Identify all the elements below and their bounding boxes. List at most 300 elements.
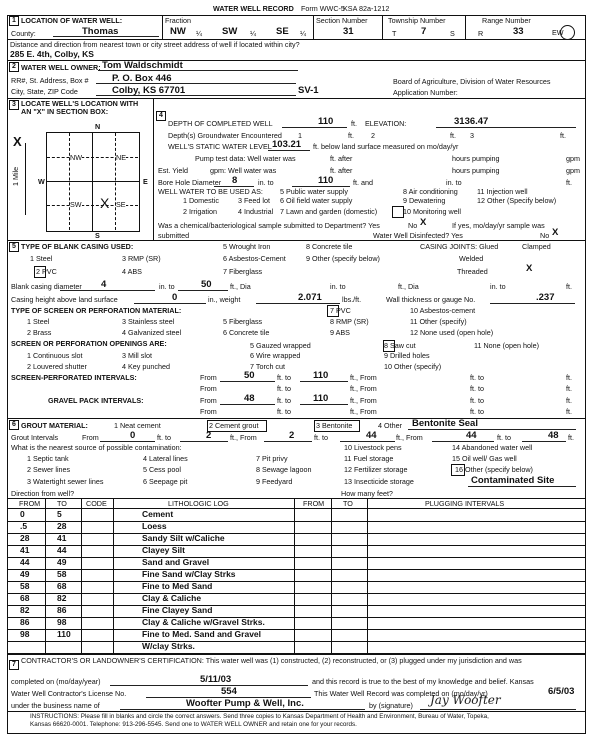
weight-lbs: lbs./ft. [342, 295, 362, 304]
s1-num: 1 [9, 16, 19, 26]
height-weight: in., weight [208, 295, 241, 304]
contam-16-box [451, 464, 465, 476]
east-label: E [143, 177, 148, 186]
form-ksa: KSA 82a-1212 [343, 4, 390, 13]
depth-value: 110 [318, 116, 334, 127]
log-row-line [7, 545, 585, 546]
s-suffix: S [450, 29, 455, 38]
contam-5: 5 Cess pool [143, 465, 181, 474]
grout-from-1: From [82, 433, 99, 442]
use-11: 11 Injection well [477, 187, 528, 196]
blank-dia-label: Blank casing diameter [11, 282, 82, 291]
form-title: WATER WELL RECORD [213, 4, 294, 13]
log-row-line [7, 629, 585, 630]
business-label: under the business name of [11, 701, 100, 710]
log-row-from: 86 [20, 617, 30, 627]
board-label: Board of Agriculture, Division of Water Resources [393, 77, 551, 86]
log-row-to: 44 [57, 545, 67, 555]
contam-other-value: Contaminated Site [471, 475, 555, 486]
contam-16: 16 Other (specify below) [455, 465, 533, 474]
township-value: 7 [421, 26, 427, 37]
screen-12: 12 None used (open hole) [410, 328, 494, 337]
instructions-2: Kansas 66620-0001. Telephone: 913-296-5545. Send one to WATER WELL OWNER and retain one for your records. [30, 721, 357, 728]
log-row-to: 86 [57, 605, 67, 615]
city-value: Colby, KS 67701 [112, 85, 186, 96]
log-row-from: 98 [20, 629, 30, 639]
static-value: 103.21 [272, 139, 302, 150]
casing-6: 6 Asbestos-Cement [223, 254, 286, 263]
use-8: 8 Air conditioning [403, 187, 458, 196]
grout-f3: 44 [466, 430, 477, 441]
cert-tail: and this record is true to the best of my knowledge and belief. Kansas [312, 677, 534, 686]
si-ft-from-1: ft., From [350, 373, 377, 382]
grout-intervals-label: Grout Intervals [11, 433, 59, 442]
contam-9: 9 Feedyard [256, 477, 293, 486]
completed-label: completed on (mo/day/year) [11, 677, 101, 686]
s2-num: 2 [9, 62, 19, 72]
grout-other-value: Bentonite Seal [412, 418, 478, 429]
gp-ft-to-3: ft. to [277, 407, 291, 416]
license-value: 554 [221, 686, 237, 697]
gp-ft-to-1: ft. to [277, 396, 291, 405]
gp-ft-from-2: ft., From [350, 407, 377, 416]
township-label: Township Number [388, 16, 446, 25]
weight-value: 2.071 [298, 292, 322, 303]
joints-clamped: Clamped [522, 242, 551, 251]
distance-label: Distance and direction from nearest town or city street address of well if located within city? [10, 40, 300, 49]
s4-num: 4 [156, 111, 166, 121]
log-row-line [7, 533, 585, 534]
opening-3: 3 Mill slot [122, 351, 152, 360]
use-3: 3 Feed lot [238, 196, 270, 205]
joints-threaded: Threaded [457, 267, 488, 276]
s6-num: 6 [9, 420, 19, 430]
direction-label: Direction from well? [11, 489, 75, 498]
license-label: Water Well Contractor's License No. [11, 689, 127, 698]
screen-7: 7 PVC [330, 306, 351, 315]
si-ft-to-3: ft. to [277, 384, 291, 393]
owner-label: WATER WELL OWNER: [21, 63, 101, 72]
grout-ft-end: ft. [568, 433, 574, 442]
bore-label: Bore Hole Diameter [158, 178, 222, 187]
grout-2-box [207, 420, 267, 432]
quarter-3: ¼ [300, 29, 306, 38]
log-row-to: 110 [57, 629, 71, 639]
log-row-from: 44 [20, 557, 30, 567]
log-row-from: 28 [20, 533, 30, 543]
grout-4: 4 Other [378, 421, 402, 430]
screen-5: 5 Fiberglass [223, 317, 263, 326]
south-label: S [95, 231, 100, 240]
chem-label: Was a chemical/bacteriological sample submitted to Department? Yes [158, 221, 380, 230]
use-2: 2 Irrigation [183, 207, 217, 216]
completed-value: 5/11/03 [200, 674, 232, 685]
log-row-litho: Sandy Silt w/Caliche [142, 533, 225, 543]
gp-from-2: From [200, 407, 217, 416]
screen-7-box [327, 305, 339, 317]
log-h-from-2: FROM [303, 499, 325, 508]
depth-ft: ft. [351, 119, 357, 128]
si-from-value: 50 [244, 370, 255, 381]
screen-intervals-label: SCREEN-PERFORATED INTERVALS: [11, 373, 137, 382]
opening-4: 4 Key punched [122, 362, 170, 371]
use-10: 10 Monitoring well [403, 207, 461, 216]
gp-ft-from-1: ft., From [350, 396, 377, 405]
contam-3: 3 Watertight sewer lines [27, 477, 104, 486]
log-row-line [7, 641, 585, 642]
q2: SW [222, 26, 238, 37]
mile-label: 1 Mile [11, 166, 20, 186]
contam-1: 1 Septic tank [27, 454, 69, 463]
si-ft-end-1: ft. [566, 373, 572, 382]
q3: SE [276, 26, 289, 37]
how-many-label: How many feet? [341, 489, 393, 498]
si-ft-from-2: ft., From [350, 384, 377, 393]
blank-in-to-2: in. to [330, 282, 346, 291]
quarter-2: ¼ [250, 29, 256, 38]
se-label: SE [116, 200, 126, 209]
county-value: Thomas [82, 26, 119, 37]
blank-ft-dia: ft., Dia [230, 282, 251, 291]
submitted-label: submitted [158, 231, 190, 240]
grout-1: 1 Neat cement [114, 421, 161, 430]
contam-4: 4 Lateral lines [143, 454, 188, 463]
static-tail: ft. below land surface measured on mo/day/yr [313, 142, 459, 151]
screen-6: 6 Concrete tile [223, 328, 270, 337]
use-4: 4 Industrial [238, 207, 274, 216]
blank-in-to: in. to [159, 282, 175, 291]
record-date: 6/5/03 [548, 686, 575, 697]
yield-after: ft. after [330, 166, 353, 175]
w-circle [560, 25, 575, 40]
opening-11: 11 None (open hole) [474, 341, 539, 350]
bore-in-to: in. to [258, 178, 274, 187]
log-row-from: 68 [20, 593, 30, 603]
t-prefix: T [392, 29, 397, 38]
log-row-from: .5 [20, 521, 28, 531]
chem-tail: If yes, mo/day/yr sample was [452, 221, 545, 230]
log-h-code: CODE [86, 499, 107, 508]
contam-15: 15 Oil well/ Gas well [452, 454, 517, 463]
si-from-1: From [200, 373, 217, 382]
disinfected-no-mark: X [552, 227, 559, 238]
yield-label: Est. Yield [158, 166, 188, 175]
sv-value: SV-1 [298, 85, 319, 96]
screen-11: 11 Other (specify) [410, 317, 467, 326]
joints-label: CASING JOINTS: Glued [420, 242, 499, 251]
gp-from-value: 48 [244, 393, 255, 404]
ew-label: EW [552, 28, 564, 37]
rr-value: P. O. Box 446 [112, 73, 172, 84]
log-row-to: 28 [57, 521, 67, 531]
si-to-value: 110 [313, 370, 329, 381]
use-12: 12 Other (Specify below) [477, 196, 557, 205]
blank-in-to-3: in. to [490, 282, 506, 291]
screen-2: 2 Brass [27, 328, 52, 337]
casing-8: 8 Concrete tile [306, 242, 353, 251]
log-h-to-2: TO [343, 499, 353, 508]
blank-dia-value: 4 [101, 279, 107, 290]
log-row-litho: Clayey Silt [142, 545, 185, 555]
grout-3: 3 Bentonite [316, 421, 353, 430]
gw-label: Depth(s) Groundwater Encountered [168, 131, 282, 140]
opening-6: 6 Wire wrapped [250, 351, 301, 360]
use-6: 6 Oil field water supply [280, 196, 353, 205]
pump-after: ft. after [330, 154, 353, 163]
log-row-to: 58 [57, 569, 67, 579]
casing-2-box [34, 266, 46, 278]
gw-2: 2 [371, 131, 375, 140]
log-row-from: 58 [20, 581, 30, 591]
log-row-from: 49 [20, 569, 30, 579]
cert-text: CONTRACTOR'S OR LANDOWNER'S CERTIFICATION: This water well was (1) constructed, (2) reconstructed, or (3) plugged under my jurisdiction and was [21, 656, 522, 665]
bore-in-to-2: in. to [446, 178, 462, 187]
grout-3-box [314, 420, 360, 432]
log-h-from: FROM [19, 499, 41, 508]
screen-8: 8 RMP (SR) [330, 317, 369, 326]
record-label: This Water Well Record was completed on (mo/day/yr) [314, 689, 488, 698]
use-label: WELL WATER TO BE USED AS: [158, 187, 263, 196]
grout-t3: 48 [548, 430, 559, 441]
range-value: 33 [513, 26, 524, 37]
section-label: Section Number [316, 16, 368, 25]
casing-2: 2 PVC [36, 267, 57, 276]
q1: NW [170, 26, 186, 37]
gravel-label: GRAVEL PACK INTERVALS: [48, 396, 144, 405]
static-label: WELL'S STATIC WATER LEVEL [168, 142, 272, 151]
grout-ft-from-2: ft., From [396, 433, 423, 442]
pump-gpm: gpm [566, 154, 580, 163]
gp-ft-end-1: ft. [566, 396, 572, 405]
log-row-to: 5 [57, 509, 62, 519]
casing-4: 4 ABS [122, 267, 142, 276]
casing-3: 3 RMP (SR) [122, 254, 161, 263]
contam-11: 11 Fuel storage [344, 454, 394, 463]
opening-5: 5 Gauzed wrapped [250, 341, 311, 350]
s3-num: 3 [9, 100, 19, 110]
gw-1: 1 [298, 131, 302, 140]
bore-ft: ft. [566, 178, 572, 187]
blank-to-value: 50 [201, 279, 212, 290]
casing-7: 7 Fiberglass [223, 267, 263, 276]
chem-no-mark: X [420, 217, 427, 228]
log-h-plug: PLUGGING INTERVALS [425, 499, 505, 508]
log-h-to: TO [57, 499, 67, 508]
log-row-litho: Fine to Med Sand [142, 581, 213, 591]
log-row-from: 82 [20, 605, 30, 615]
openings-label: SCREEN OR PERFORATION OPENINGS ARE: [11, 339, 167, 348]
elev-value: 3136.47 [454, 116, 489, 127]
screen-3: 3 Stainless steel [122, 317, 175, 326]
log-row-line [7, 581, 585, 582]
wall-label: Wall thickness or gauge No. [386, 295, 476, 304]
grout-f2: 2 [289, 430, 295, 441]
north-label: N [95, 122, 101, 131]
casing-label: TYPE OF BLANK CASING USED: [21, 242, 134, 251]
grout-ft-to-1: ft. to [157, 433, 171, 442]
casing-5: 5 Wrought Iron [223, 242, 271, 251]
log-row-litho: Cement [142, 509, 174, 519]
grout-2: 2 Cement grout [209, 421, 259, 430]
log-row-to: 82 [57, 593, 67, 603]
contam-8: 8 Sewage lagoon [256, 465, 312, 474]
gp-to-value: 110 [313, 393, 329, 404]
contam-14: 14 Abandoned water well [452, 443, 533, 452]
ne-label: NE [116, 153, 126, 162]
s5-num: 5 [9, 242, 19, 252]
log-row-line [7, 593, 585, 594]
sw-label: SW [70, 200, 82, 209]
bore-ft-and: ft. and [353, 178, 373, 187]
nw-label: NW [70, 153, 82, 162]
owner-value: Tom Waldschmidt [102, 60, 183, 71]
log-row-line [7, 569, 585, 570]
s1-label: LOCATION OF WATER WELL: [21, 16, 123, 25]
log-row-litho: Loess [142, 521, 167, 531]
grout-ft-to-2: ft. to [314, 433, 328, 442]
yield-gpm: gpm: Well water was [210, 166, 277, 175]
si-from-2: From [200, 384, 217, 393]
gp-ft-end-2: ft. [566, 407, 572, 416]
use-10-box [392, 206, 404, 218]
chem-no: No [408, 221, 418, 230]
si-ft-to-2: ft. to [470, 373, 484, 382]
gw-ft-1: ft. [348, 131, 354, 140]
contam-label: What is the nearest source of possible contamination: [11, 443, 182, 452]
gp-from-1: From [200, 396, 217, 405]
fraction-label: Fraction [165, 16, 191, 25]
log-row-from: 0 [20, 509, 25, 519]
opening-8: 8 Saw cut [384, 341, 416, 350]
section-value: 31 [343, 26, 354, 37]
app-label: Application Number: [393, 88, 458, 97]
by-label: by (signature) [369, 701, 413, 710]
screen-1: 1 Steel [27, 317, 50, 326]
grout-f1: 0 [130, 430, 136, 441]
address-value: 285 E. 4th, Colby, KS [10, 49, 94, 59]
form-number: Form WWC-5 [301, 4, 345, 13]
log-row-litho: Fine Clayey Sand [142, 605, 213, 615]
use-5: 5 Public water supply [280, 187, 348, 196]
grout-t2: 44 [366, 430, 377, 441]
bore-to-value: 110 [318, 175, 334, 186]
range-label: Range Number [482, 16, 531, 25]
blank-ft-dia-2: ft., Dia [398, 282, 419, 291]
log-row-to: 98 [57, 617, 67, 627]
r-prefix: R [478, 29, 484, 38]
well-location-mark: X [100, 195, 110, 211]
instructions-1: INSTRUCTIONS: Please fill in blanks and circle the correct answers. Send three copies to Kansas Department of Health and Environment, Bureau of Water, Topeka, [30, 713, 489, 720]
log-row-to: 49 [57, 557, 67, 567]
gw-ft-3: ft. [560, 131, 566, 140]
threaded-mark: X [526, 263, 533, 274]
opening-2: 2 Louvered shutter [27, 362, 87, 371]
use-1: 1 Domestic [183, 196, 219, 205]
yield-gpm2: gpm [566, 166, 580, 175]
signature: Jay Woofter [430, 693, 501, 707]
rr-label: RR#, St. Address, Box # [11, 76, 89, 85]
casing-1: 1 Steel [30, 254, 53, 263]
gw-3: 3 [470, 131, 474, 140]
opening-9: 9 Drilled holes [384, 351, 430, 360]
pump-label: Pump test data: Well water was [195, 154, 296, 163]
city-label: City, State, ZIP Code [11, 87, 78, 96]
yield-hours: hours pumping [452, 166, 500, 175]
height-label: Casing height above land surface [11, 295, 118, 304]
use-9: 9 Dewatering [403, 196, 446, 205]
depth-label: DEPTH OF COMPLETED WELL [168, 119, 273, 128]
s7-num: 7 [9, 660, 19, 670]
casing-9: 9 Other (specify below) [306, 254, 380, 263]
log-row-to: 41 [57, 533, 67, 543]
x-legend: X [13, 134, 22, 149]
wall-value: .237 [536, 292, 555, 303]
log-row-litho: Clay & Caliche w/Gravel Strks. [142, 617, 265, 627]
si-ft-to-4: ft. to [470, 384, 484, 393]
si-ft-end-2: ft. [566, 384, 572, 393]
screen-label: TYPE OF SCREEN OR PERFORATION MATERIAL: [11, 306, 182, 315]
height-value: 0 [172, 292, 178, 303]
si-ft-to-1: ft. to [277, 373, 291, 382]
gw-ft-2: ft. [450, 131, 456, 140]
disinfected-label: Water Well Disinfected? Yes [373, 231, 463, 240]
gp-ft-to-4: ft. to [470, 407, 484, 416]
disinfected-no: No [540, 231, 550, 240]
log-row-line [7, 605, 585, 606]
opening-7: 7 Torch cut [250, 362, 286, 371]
log-row-to: 68 [57, 581, 67, 591]
opening-1: 1 Continuous slot [27, 351, 83, 360]
log-row-line [7, 557, 585, 558]
quarter-1: ¼ [196, 29, 202, 38]
bore-value: 8 [232, 175, 238, 186]
log-row-from: 41 [20, 545, 30, 555]
screen-10: 10 Asbestos-cement [410, 306, 476, 315]
log-row-litho: Fine Sand w/Clay Strks [142, 569, 236, 579]
grout-ft-from-1: ft., From [230, 433, 257, 442]
opening-10: 10 Other (specify) [384, 362, 442, 371]
grout-t1: 2 [206, 430, 212, 441]
log-row-litho: W/clay Strks. [142, 641, 195, 651]
log-row-line [7, 521, 585, 522]
screen-9: 9 ABS [330, 328, 350, 337]
screen-4: 4 Galvanized steel [122, 328, 182, 337]
gp-ft-to-2: ft. to [470, 396, 484, 405]
section-box [46, 132, 140, 232]
blank-ft: ft. [566, 282, 572, 291]
locate-label: LOCATE WELL'S LOCATION WITH AN "X" IN SECTION BOX: [21, 99, 139, 116]
log-row-line [7, 617, 585, 618]
grout-label: GROUT MATERIAL: [21, 421, 88, 430]
contam-13: 13 Insecticide storage [344, 477, 414, 486]
contam-7: 7 Pit privy [256, 454, 288, 463]
contam-2: 2 Sewer lines [27, 465, 71, 474]
log-row-litho: Fine to Med. Sand and Gravel [142, 629, 262, 639]
grout-ft-to-3: ft. to [497, 433, 511, 442]
use-7: 7 Lawn and garden (domestic) [280, 207, 378, 216]
contam-10: 10 Livestock pens [344, 443, 402, 452]
contam-12: 12 Fertilizer storage [344, 465, 408, 474]
joints-welded: Welded [459, 254, 484, 263]
west-label: W [38, 177, 45, 186]
log-row-litho: Sand and Gravel [142, 557, 210, 567]
log-h-litho: LITHOLOGIC LOG [168, 499, 229, 508]
log-row-litho: Clay & Caliche [142, 593, 202, 603]
business-value: Woofter Pump & Well, Inc. [186, 698, 304, 709]
elev-label: ELEVATION: [365, 119, 407, 128]
contam-6: 6 Seepage pit [143, 477, 188, 486]
county-label: County: [11, 29, 36, 38]
